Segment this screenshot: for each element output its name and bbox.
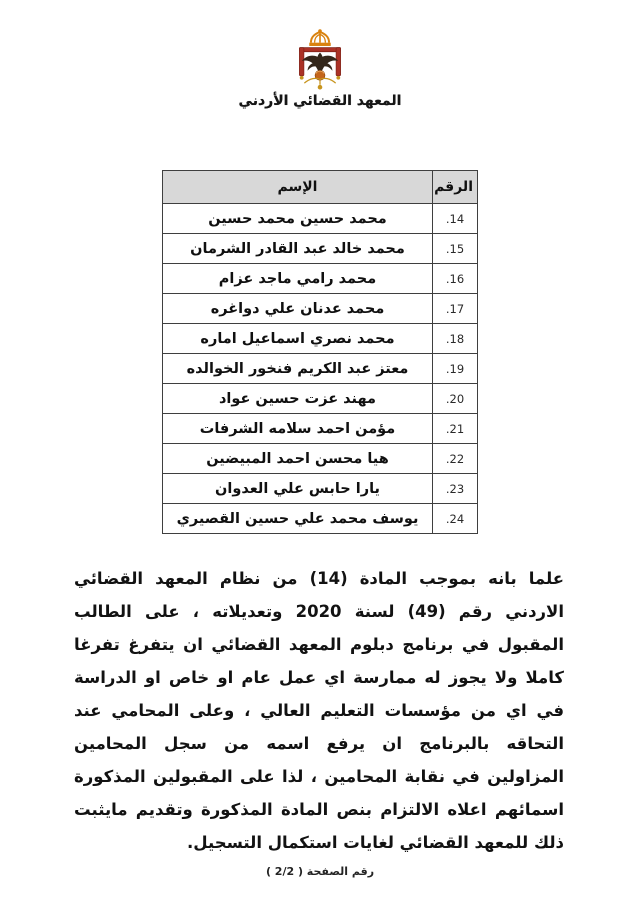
mantle-finial-right — [336, 76, 340, 80]
row-number-cell: 18. — [433, 324, 478, 354]
row-name-cell: محمد حسين محمد حسين — [163, 204, 433, 234]
row-name-cell: مهند عزت حسين عواد — [163, 384, 433, 414]
accepted-names-table — [162, 170, 478, 534]
column-header-name: الإسم — [163, 171, 433, 204]
row-name-cell: معتز عبد الكريم فنخور الخوالده — [163, 354, 433, 384]
row-name-cell: محمد خالد عبد القادر الشرمان — [163, 234, 433, 264]
mantle-finial-left — [300, 76, 304, 80]
table-row — [163, 504, 478, 534]
table-header-row — [163, 171, 478, 204]
row-name-cell: محمد عدنان علي دواغره — [163, 294, 433, 324]
row-name-cell: يوسف محمد علي حسين القصيري — [163, 504, 433, 534]
table-row — [163, 354, 478, 384]
table-row — [163, 204, 478, 234]
row-number-cell: 15. — [433, 234, 478, 264]
row-number-cell: 21. — [433, 414, 478, 444]
table-row — [163, 324, 478, 354]
row-number-cell: 16. — [433, 264, 478, 294]
crown-icon — [309, 29, 330, 46]
row-name-cell: يارا حابس علي العدوان — [163, 474, 433, 504]
notice-paragraph: علما بانه بموجب المادة (14) من نظام المعهد القضائي الاردني رقم (49) لسنة 2020 وتعديلاته ، على الطالب المقبول في برنامج دبلوم المعهد القضائي ان يتفرغ تفرغا كاملا ولا يجوز له ممارسة اي عمل عام او خاص او الدراسة في اي من مؤسسات التعليم العالي ، وعلى المحامي عند التحاقه بالبرنامج ان يرفع اسمه من سجل المحامين المزاولين في نقابة المحامين ، لذا على المقبولين المذكورة اسمائهم اعلاه الالتزام بنص المادة المذكورة وتقديم مايثبت ذلك للمعهد القضائي لغايات استكمال التسجيل. — [74, 569, 565, 852]
page-number-label: رقم الصفحة ( 2/2 ) — [265, 865, 375, 878]
row-number-cell: 19. — [433, 354, 478, 384]
table-row — [163, 414, 478, 444]
row-name-cell: محمد رامي ماجد عزام — [163, 264, 433, 294]
wreath-ornament — [304, 78, 335, 84]
row-number-cell: 14. — [433, 204, 478, 234]
row-name-cell: هيا محسن احمد المبيضين — [163, 444, 433, 474]
row-number-cell: 20. — [433, 384, 478, 414]
row-number-cell: 22. — [433, 444, 478, 474]
table-row — [163, 384, 478, 414]
table-row — [163, 474, 478, 504]
row-number-cell: 23. — [433, 474, 478, 504]
table-row — [163, 234, 478, 264]
jordan-coat-of-arms-icon — [277, 27, 363, 93]
row-name-cell: مؤمن احمد سلامه الشرفات — [163, 414, 433, 444]
row-number-cell: 24. — [433, 504, 478, 534]
row-number-cell: 17. — [433, 294, 478, 324]
table-row — [163, 444, 478, 474]
table-row — [163, 294, 478, 324]
table-row — [163, 264, 478, 294]
coat-of-arms-graphic — [277, 27, 363, 93]
tassel-shape — [318, 85, 323, 90]
column-header-number: الرقم — [433, 171, 478, 204]
institute-calligraphy-logo: المعهد القضائي الأردني — [238, 93, 402, 109]
row-name-cell: محمد نصري اسماعيل اماره — [163, 324, 433, 354]
